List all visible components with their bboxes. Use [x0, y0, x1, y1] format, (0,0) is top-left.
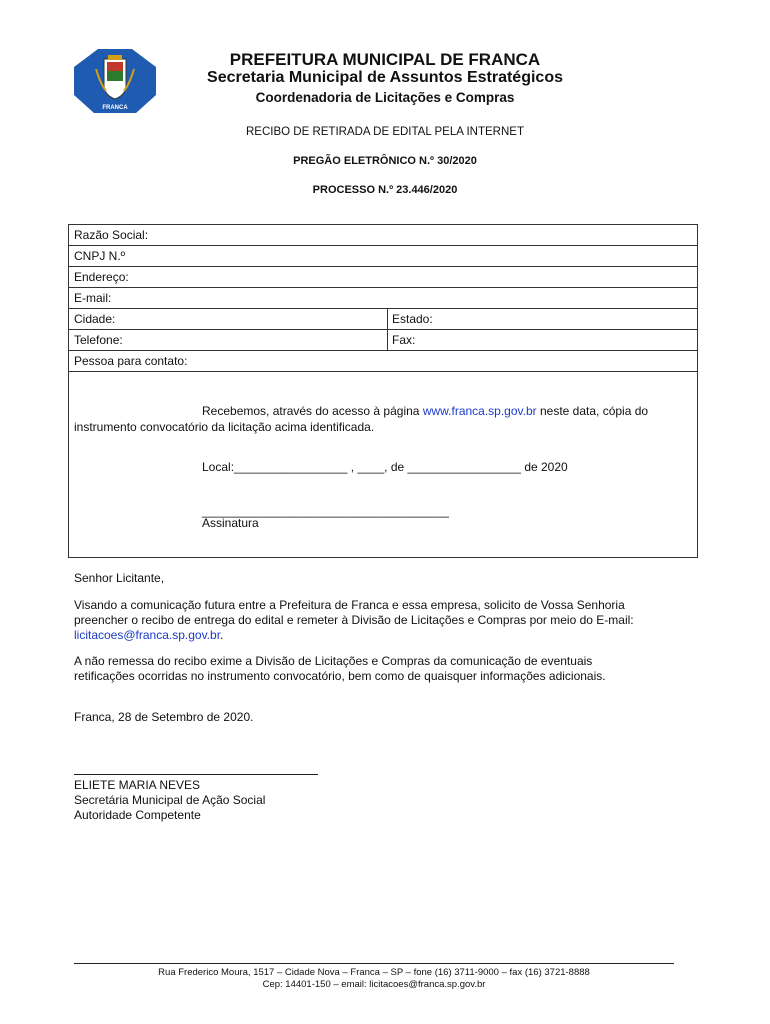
razao-social-label: Razão Social:	[74, 228, 149, 242]
estado-label: Estado:	[392, 312, 433, 326]
contato-label: Pessoa para contato:	[74, 354, 188, 368]
pregao-number: PREGÃO ELETRÔNICO N.º 30/2020	[293, 155, 477, 167]
signature-label: Assinatura	[202, 516, 259, 530]
form-row-endereco[interactable]	[69, 267, 697, 288]
email-label: E-mail:	[74, 291, 112, 305]
form-row-razao-social[interactable]	[69, 225, 697, 246]
footer-address: Rua Frederico Moura, 1517 – Cidade Nova – Franca – SP – fone (16) 3711-9000 – fax (16) 3721-8888	[158, 967, 590, 978]
fax-label: Fax:	[392, 333, 416, 347]
paragraph-2-line1: A não remessa do recibo exime a Divisão de Licitações e Compras da comunicação de eventuais	[74, 654, 593, 668]
header-subtitle: Secretaria Municipal de Assuntos Estratégicos	[207, 69, 563, 86]
paragraph-2-line2: retificações ocorridas no instrumento convocatório, bem como de quaisquer informações adicionais.	[74, 669, 606, 683]
greeting: Senhor Licitante,	[74, 571, 165, 585]
email-link[interactable]: licitacoes@franca.sp.gov.br	[74, 628, 221, 642]
paragraph-1-line2: preencher o recibo de entrega do edital e remeter à Divisão de Licitações e Compras por meio do E-mail:	[74, 613, 634, 627]
form-row-email[interactable]	[69, 288, 697, 309]
signature-line[interactable]: _____________________________________	[202, 504, 449, 518]
footer-contact: Cep: 14401-150 – email: licitacoes@franca.sp.gov.br	[262, 979, 486, 990]
telefone-label: Telefone:	[74, 333, 123, 347]
endereco-label: Endereço:	[74, 270, 129, 284]
cnpj-label: CNPJ N.º	[74, 249, 126, 263]
website-link[interactable]: www.franca.sp.gov.br	[422, 404, 537, 418]
signer-signature-line	[74, 774, 318, 775]
column-divider	[387, 330, 388, 350]
paragraph-1-line1: Visando a comunicação futura entre a Prefeitura de Franca e essa empresa, solicito de Vossa Senhoria	[74, 598, 625, 612]
signer-authority: Autoridade Competente	[74, 808, 201, 822]
paragraph-1	[74, 598, 674, 643]
paragraph-1-end: .	[220, 628, 224, 642]
cidade-label: Cidade:	[74, 312, 116, 326]
logo-text: FRANCA	[102, 105, 128, 111]
processo-number: PROCESSO N.º 23.446/2020	[312, 184, 458, 196]
local-date-line[interactable]: Local:_________________ , ____, de _________________ de 2020	[202, 460, 568, 474]
column-divider	[387, 309, 388, 329]
form-row-contato[interactable]	[69, 351, 697, 372]
receipt-form	[68, 224, 698, 558]
paragraph-2	[74, 654, 674, 684]
signer-name: ELIETE MARIA NEVES	[74, 778, 201, 792]
receipt-text-line2: instrumento convocatório da licitação acima identificada.	[74, 420, 375, 434]
receipt-text-post: neste data, cópia do	[536, 404, 649, 418]
header-title: PREFEITURA MUNICIPAL DE FRANCA	[229, 50, 541, 69]
receipt-text-pre: Recebemos, através do acesso à página	[202, 404, 423, 418]
form-row-cnpj[interactable]	[69, 246, 697, 267]
receipt-statement	[74, 403, 694, 435]
coat-of-arms-icon	[74, 49, 156, 113]
footer-divider	[74, 963, 674, 964]
signer-role: Secretária Municipal de Ação Social	[74, 793, 266, 807]
header-department: Coordenadoria de Licitações e Compras	[255, 90, 515, 105]
receipt-title: RECIBO DE RETIRADA DE EDITAL PELA INTERNET	[246, 126, 524, 138]
letter-date: Franca, 28 de Setembro de 2020.	[74, 710, 254, 724]
form-row-cidade-estado[interactable]	[69, 309, 697, 330]
franca-logo	[74, 49, 156, 113]
form-row-telefone-fax[interactable]	[69, 330, 697, 351]
